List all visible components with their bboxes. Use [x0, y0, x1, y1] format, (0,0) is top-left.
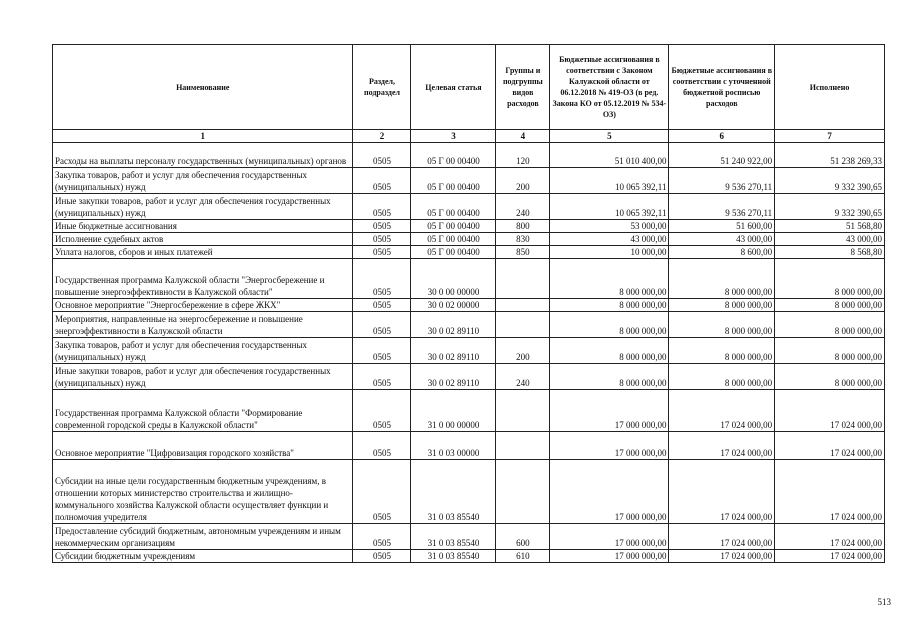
- row-target: 05 Г 00 00400: [411, 194, 496, 220]
- row-refined-amount: 8 000 000,00: [669, 338, 775, 364]
- table-row: [53, 246, 885, 259]
- row-executed-amount: 8 568,80: [775, 246, 885, 259]
- row-section: 0505: [353, 550, 411, 563]
- row-refined-amount: 51 600,00: [669, 220, 775, 233]
- row-section: 0505: [353, 364, 411, 390]
- column-number: 7: [775, 130, 885, 143]
- row-section: 0505: [353, 432, 411, 460]
- row-target: 30 0 02 89110: [411, 312, 496, 338]
- row-target: 31 0 00 00000: [411, 390, 496, 432]
- row-target: 05 Г 00 00400: [411, 233, 496, 246]
- table-row: [53, 390, 885, 432]
- row-section: 0505: [353, 299, 411, 312]
- row-group: [496, 390, 550, 432]
- table-row: [53, 364, 885, 390]
- column-number: 3: [411, 130, 496, 143]
- row-target: 05 Г 00 00400: [411, 220, 496, 233]
- row-executed-amount: 51 238 269,33: [775, 143, 885, 168]
- header-refined-allocations: Бюджетные ассигнования в соответствии с уточненной бюджетной росписью расходов: [669, 45, 775, 130]
- row-executed-amount: 17 024 000,00: [775, 460, 885, 524]
- row-name: Основное мероприятие "Цифровизация городского хозяйства": [53, 432, 353, 460]
- row-refined-amount: 8 000 000,00: [669, 299, 775, 312]
- row-name: Уплата налогов, сборов и иных платежей: [53, 246, 353, 259]
- row-refined-amount: 51 240 922,00: [669, 143, 775, 168]
- table-row: [53, 143, 885, 168]
- row-executed-amount: 8 000 000,00: [775, 364, 885, 390]
- row-section: 0505: [353, 524, 411, 550]
- row-refined-amount: 8 600,00: [669, 246, 775, 259]
- row-law-amount: 43 000,00: [550, 233, 669, 246]
- budget-table: [52, 44, 885, 563]
- row-executed-amount: 17 024 000,00: [775, 432, 885, 460]
- row-target: 30 0 02 89110: [411, 338, 496, 364]
- table-row: [53, 233, 885, 246]
- row-group: [496, 259, 550, 299]
- table-row: [53, 194, 885, 220]
- table-row: [53, 312, 885, 338]
- row-group: 800: [496, 220, 550, 233]
- row-name: Основное мероприятие "Энергосбережение в сфере ЖКХ": [53, 299, 353, 312]
- table-row: [53, 524, 885, 550]
- row-section: 0505: [353, 220, 411, 233]
- column-number: 2: [353, 130, 411, 143]
- row-section: 0505: [353, 390, 411, 432]
- row-section: 0505: [353, 338, 411, 364]
- row-group: 200: [496, 338, 550, 364]
- table-row: [53, 460, 885, 524]
- row-law-amount: 8 000 000,00: [550, 364, 669, 390]
- row-group: [496, 432, 550, 460]
- row-executed-amount: 9 332 390,65: [775, 194, 885, 220]
- row-executed-amount: 8 000 000,00: [775, 338, 885, 364]
- row-law-amount: 17 000 000,00: [550, 524, 669, 550]
- row-group: 610: [496, 550, 550, 563]
- row-refined-amount: 9 536 270,11: [669, 168, 775, 194]
- row-section: 0505: [353, 259, 411, 299]
- page-number: 513: [877, 597, 891, 607]
- table-row: [53, 168, 885, 194]
- header-executed: Исполнено: [775, 45, 885, 130]
- row-executed-amount: 43 000,00: [775, 233, 885, 246]
- row-executed-amount: 8 000 000,00: [775, 299, 885, 312]
- row-target: 31 0 03 85540: [411, 550, 496, 563]
- row-target: 05 Г 00 00400: [411, 246, 496, 259]
- row-executed-amount: 17 024 000,00: [775, 524, 885, 550]
- row-group: 200: [496, 168, 550, 194]
- column-number: 6: [669, 130, 775, 143]
- row-law-amount: 8 000 000,00: [550, 338, 669, 364]
- row-section: 0505: [353, 143, 411, 168]
- table-row: [53, 220, 885, 233]
- row-refined-amount: 43 000,00: [669, 233, 775, 246]
- table-row: [53, 432, 885, 460]
- row-refined-amount: 17 024 000,00: [669, 524, 775, 550]
- row-target: 30 0 00 00000: [411, 259, 496, 299]
- row-name: Иные закупки товаров, работ и услуг для обеспечения государственных (муниципальных) нужд: [53, 194, 353, 220]
- row-law-amount: 10 065 392,11: [550, 194, 669, 220]
- row-law-amount: 51 010 400,00: [550, 143, 669, 168]
- row-group: 850: [496, 246, 550, 259]
- header-target: Целевая статья: [411, 45, 496, 130]
- row-section: 0505: [353, 246, 411, 259]
- row-refined-amount: 8 000 000,00: [669, 312, 775, 338]
- row-name: Закупка товаров, работ и услуг для обеспечения государственных (муниципальных) нужд: [53, 168, 353, 194]
- table-body: [53, 143, 885, 563]
- row-executed-amount: 9 332 390,65: [775, 168, 885, 194]
- row-target: 05 Г 00 00400: [411, 143, 496, 168]
- row-name: Иные бюджетные ассигнования: [53, 220, 353, 233]
- row-executed-amount: 8 000 000,00: [775, 312, 885, 338]
- row-section: 0505: [353, 460, 411, 524]
- row-name: Предоставление субсидий бюджетным, автономным учреждениям и иным некоммерческим организациям: [53, 524, 353, 550]
- row-law-amount: 10 065 392,11: [550, 168, 669, 194]
- row-refined-amount: 17 024 000,00: [669, 550, 775, 563]
- row-law-amount: 8 000 000,00: [550, 259, 669, 299]
- header-name: Наименование: [53, 45, 353, 130]
- row-section: 0505: [353, 233, 411, 246]
- row-target: 30 0 02 89110: [411, 364, 496, 390]
- row-name: Иные закупки товаров, работ и услуг для обеспечения государственных (муниципальных) нужд: [53, 364, 353, 390]
- row-group: 120: [496, 143, 550, 168]
- row-refined-amount: 17 024 000,00: [669, 432, 775, 460]
- row-refined-amount: 17 024 000,00: [669, 460, 775, 524]
- row-group: [496, 460, 550, 524]
- table-row: [53, 338, 885, 364]
- row-target: 31 0 03 85540: [411, 524, 496, 550]
- table-row: [53, 550, 885, 563]
- row-executed-amount: 17 024 000,00: [775, 550, 885, 563]
- row-section: 0505: [353, 194, 411, 220]
- row-law-amount: 8 000 000,00: [550, 299, 669, 312]
- row-name: Субсидии на иные цели государственным бюджетным учреждениям, в отношении которых министерство строительства и жилищно-коммунального хозяйства Калужской области осуществляет функции и полномочия учредителя: [53, 460, 353, 524]
- row-name: Исполнение судебных актов: [53, 233, 353, 246]
- row-name: Государственная программа Калужской области "Формирование современной городской среды в Калужской области": [53, 390, 353, 432]
- row-group: [496, 299, 550, 312]
- row-law-amount: 17 000 000,00: [550, 460, 669, 524]
- column-number: 4: [496, 130, 550, 143]
- header-section: Раздел, подраздел: [353, 45, 411, 130]
- column-number: 5: [550, 130, 669, 143]
- row-executed-amount: 17 024 000,00: [775, 390, 885, 432]
- row-target: 31 0 03 00000: [411, 432, 496, 460]
- row-target: 31 0 03 85540: [411, 460, 496, 524]
- column-number: 1: [53, 130, 353, 143]
- row-refined-amount: 17 024 000,00: [669, 390, 775, 432]
- row-law-amount: 8 000 000,00: [550, 312, 669, 338]
- table-row: [53, 259, 885, 299]
- row-law-amount: 17 000 000,00: [550, 432, 669, 460]
- header-row: [53, 45, 885, 130]
- row-law-amount: 53 000,00: [550, 220, 669, 233]
- table-row: [53, 299, 885, 312]
- row-group: 240: [496, 194, 550, 220]
- row-law-amount: 10 000,00: [550, 246, 669, 259]
- row-name: Расходы на выплаты персоналу государственных (муниципальных) органов: [53, 143, 353, 168]
- row-group: 600: [496, 524, 550, 550]
- row-executed-amount: 8 000 000,00: [775, 259, 885, 299]
- row-refined-amount: 9 536 270,11: [669, 194, 775, 220]
- row-refined-amount: 8 000 000,00: [669, 259, 775, 299]
- row-name: Государственная программа Калужской области "Энергосбережение и повышение энергоэффективности в Калужской области": [53, 259, 353, 299]
- row-name: Мероприятия, направленные на энергосбережение и повышение энергоэффективности в Калужской области: [53, 312, 353, 338]
- row-group: [496, 312, 550, 338]
- row-executed-amount: 51 568,80: [775, 220, 885, 233]
- row-law-amount: 17 000 000,00: [550, 550, 669, 563]
- row-target: 05 Г 00 00400: [411, 168, 496, 194]
- header-group: Группы и подгруппы видов расходов: [496, 45, 550, 130]
- column-number-row: [53, 130, 885, 143]
- row-section: 0505: [353, 168, 411, 194]
- row-name: Закупка товаров, работ и услуг для обеспечения государственных (муниципальных) нужд: [53, 338, 353, 364]
- header-law-allocations: Бюджетные ассигнования в соответствии с Законом Калужской области от 06.12.2018 № 419-ОЗ (в ред. Закона КО от 05.12.2019 № 534-ОЗ): [550, 45, 669, 130]
- row-refined-amount: 8 000 000,00: [669, 364, 775, 390]
- row-target: 30 0 02 00000: [411, 299, 496, 312]
- row-group: 240: [496, 364, 550, 390]
- row-group: 830: [496, 233, 550, 246]
- row-name: Субсидии бюджетным учреждениям: [53, 550, 353, 563]
- row-section: 0505: [353, 312, 411, 338]
- row-law-amount: 17 000 000,00: [550, 390, 669, 432]
